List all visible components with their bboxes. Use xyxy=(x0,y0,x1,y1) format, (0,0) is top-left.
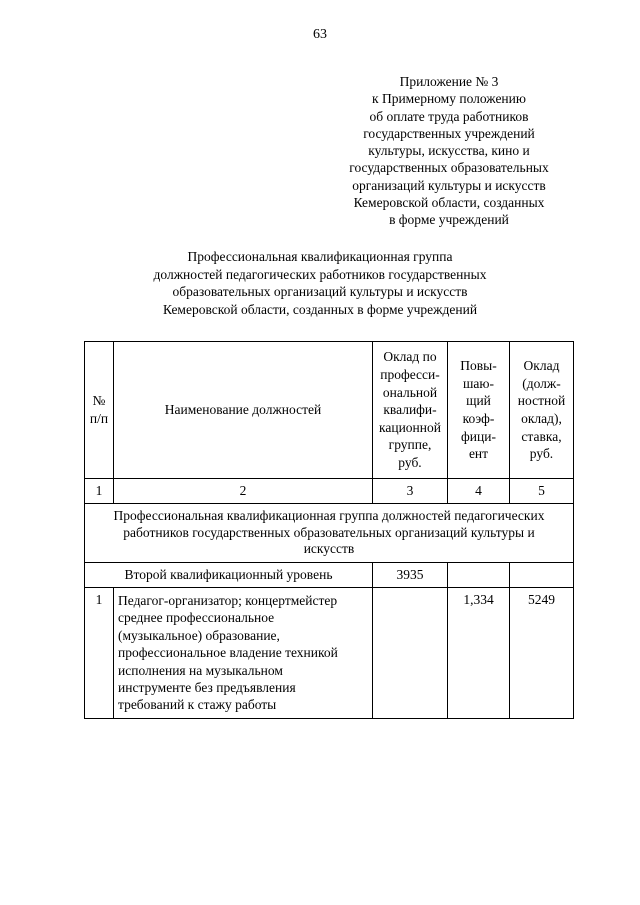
header-number xyxy=(85,342,114,479)
row-number: 1 xyxy=(85,588,114,719)
header-group-salary xyxy=(373,342,448,479)
header-line: Повы- xyxy=(460,358,497,374)
header-coefficient xyxy=(448,342,510,479)
row-rate: 5249 xyxy=(510,588,574,719)
table-header-row xyxy=(85,342,574,479)
header-line: руб. xyxy=(398,454,422,470)
document-heading xyxy=(60,248,580,318)
appendix-line: организаций культуры и искусств xyxy=(352,177,546,193)
appendix-line: об оплате труда работников xyxy=(369,108,529,124)
appendix-caption xyxy=(318,73,580,229)
position-name xyxy=(114,588,373,719)
page-number: 63 xyxy=(313,27,327,42)
header-line: коэф- xyxy=(462,411,495,426)
qualification-level-salary: 3935 xyxy=(373,563,448,588)
position-name-line: среднее профессиональное xyxy=(118,610,275,626)
appendix-line: Приложение № 3 xyxy=(399,74,499,89)
appendix-line: государственных образовательных xyxy=(349,160,549,176)
heading-line: Профессиональная квалификационная группа xyxy=(187,249,453,264)
row-coefficient: 1,334 xyxy=(448,588,510,719)
column-number: 1 xyxy=(85,479,114,504)
header-line: руб. xyxy=(529,446,554,462)
header-position-name: Наименование должностей xyxy=(114,342,373,479)
header-line: Оклад по xyxy=(383,349,437,365)
position-name-line: (музыкальное) образование, xyxy=(118,627,280,643)
empty-cell xyxy=(510,563,574,588)
salary-table xyxy=(84,341,574,719)
header-line: шаю- xyxy=(463,375,494,391)
empty-cell xyxy=(448,563,510,588)
header-line: № xyxy=(92,393,106,409)
table-row xyxy=(85,588,574,719)
header-line: ент xyxy=(468,446,489,462)
position-name-line: Педагог-организатор; концертмейстер xyxy=(118,593,338,608)
qualification-group-title xyxy=(85,504,574,563)
position-name-line: профессиональное владение техникой xyxy=(118,645,338,661)
header-line: (долж- xyxy=(522,375,561,391)
qualification-group-row xyxy=(85,504,574,563)
header-line: ностной xyxy=(517,393,566,409)
header-line: ставка, xyxy=(521,428,562,444)
position-name-line: инструменте без предъявления xyxy=(118,680,296,696)
appendix-line: в форме учреждений xyxy=(389,212,509,228)
group-title-line: искусств xyxy=(303,541,355,557)
column-number: 5 xyxy=(510,479,574,504)
header-line: ональной xyxy=(382,384,438,400)
qualification-level-label: Второй квалификационный уровень xyxy=(85,563,373,588)
appendix-line: к Примерному положению xyxy=(372,91,526,107)
header-line: оклад), xyxy=(521,411,562,426)
header-line: группе, xyxy=(388,437,432,453)
group-title-line: Профессиональная квалификационная группа должностей педагогических xyxy=(113,508,545,524)
row-salary xyxy=(373,588,448,719)
header-line: професси- xyxy=(380,367,440,383)
header-line: квалифи- xyxy=(383,402,437,418)
column-number: 4 xyxy=(448,479,510,504)
column-number: 2 xyxy=(114,479,373,504)
appendix-line: государственных учреждений xyxy=(363,125,535,141)
header-rate xyxy=(510,342,574,479)
header-line: фици- xyxy=(461,428,496,444)
column-numbers-row xyxy=(85,479,574,504)
header-line: щий xyxy=(466,393,491,409)
heading-line: образовательных организаций культуры и искусств xyxy=(172,284,468,299)
header-line: кационной xyxy=(379,419,441,435)
qualification-level-row xyxy=(85,563,574,588)
group-title-line: работников государственных образовательных организаций культуры и xyxy=(123,524,535,540)
header-line: п/п xyxy=(89,411,109,426)
heading-line: Кемеровской области, созданных в форме учреждений xyxy=(162,301,478,317)
appendix-line: Кемеровской области, созданных xyxy=(353,195,545,211)
header-line: Оклад xyxy=(523,358,560,374)
column-number: 3 xyxy=(373,479,448,504)
position-name-line: требований к стажу работы xyxy=(118,697,277,713)
appendix-line: культуры, искусства, кино и xyxy=(368,143,530,159)
position-name-line: исполнения на музыкальном xyxy=(118,662,283,678)
heading-line: должностей педагогических работников государственных xyxy=(153,266,487,282)
